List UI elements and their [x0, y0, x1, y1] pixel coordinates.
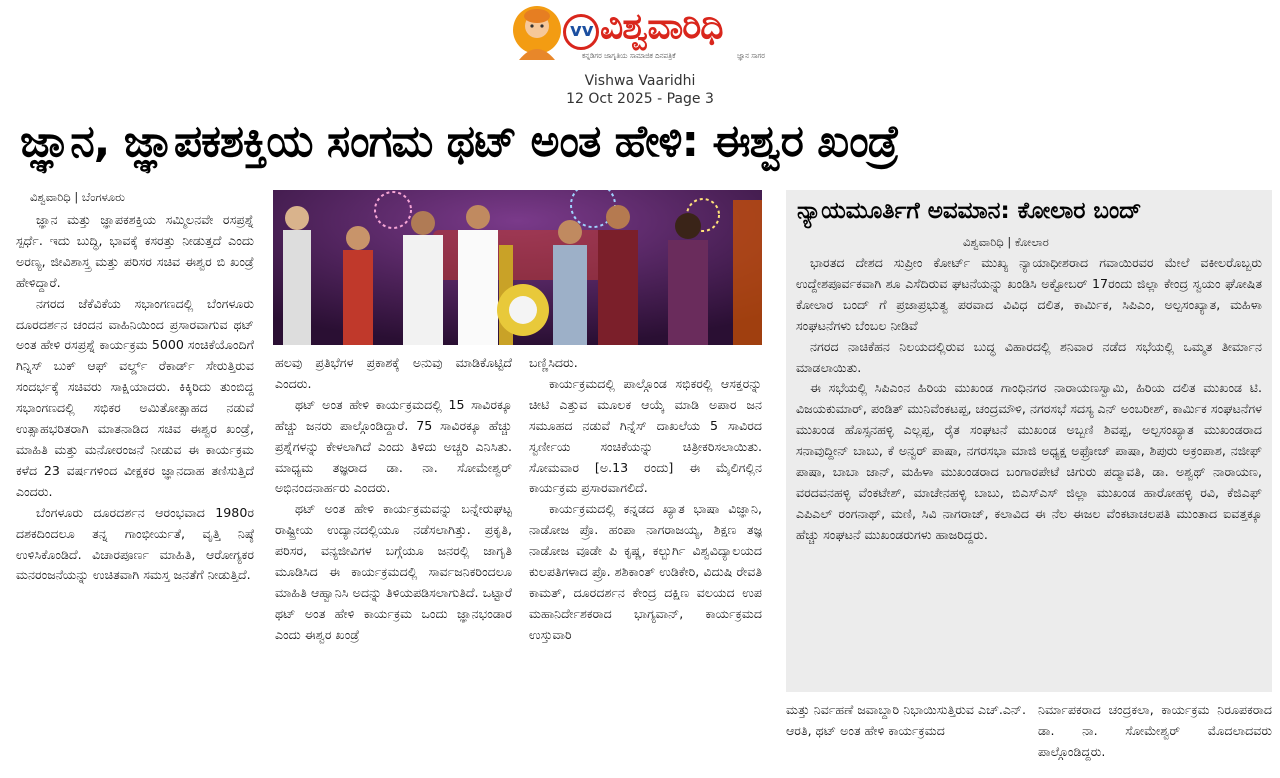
sidebar-body — [796, 253, 1262, 685]
main-headline: ಜ್ಞಾನ, ಜ್ಞಾಪಕಶಕ್ತಿಯ ಸಂಗಮ ಥಟ್ ಅಂತ ಹೇಳಿ: ಈಶ್ವರ ಖಂಡ್ರೆ — [20, 116, 899, 167]
article-paragraph: ಕಾರ್ಯಕ್ರಮದಲ್ಲಿ ಪಾಲ್ಗೊಂಡ ಸಭಿಕರಲ್ಲಿ ಆಸಕ್ತರನ್ನು ಚೀಟಿ ಎತ್ತುವ ಮೂಲಕ ಆಯ್ಕೆ ಮಾಡಿ ಅಪಾರ ಜನ ಸಮೂಹದ ನಡುವೆ ಗಿನ್ನೆಸ್ ದಾಖಲೆಯ 5 ಸಾವಿರದ ಸ್ವರ್ಣೀಯ ಸಂಚಿಕೆಯನ್ನು ಚಿತ್ರೀಕರಿಸಲಾಯಿತು. ಸೋಮವಾರ [ಅ.13 ರಂದು] ಈ ಮೈಲಿಗಲ್ಲಿನ ಕಾರ್ಯಕ್ರಮ ಪ್ರಸಾರವಾಗಲಿದೆ. — [529, 375, 762, 496]
article-paragraph: ನಗರದ ಜೆಕೆವಿಕೆಯ ಸಭಾಂಗಣದಲ್ಲಿ ಬೆಂಗಳೂರು ದೂರದರ್ಶನ ಚಂದನ ವಾಹಿನಿಯಿಂದ ಪ್ರಸಾರವಾಗುವ ಥಟ್ ಅಂತ ಹೇಳಿ ರಸಪ್ರಶ್ನೆ ಕಾರ್ಯಕ್ರಮ 5000 ಸಂಚಿಕೆಯೊಂದಿಗೆ ಗಿನ್ನಿಸ್ ಬುಕ್ ಆಫ್ ವರ್ಲ್ಡ್ ರೆಕಾರ್ಡ್ ಸೇರುತ್ತಿರುವ ಸಂದರ್ಭಕ್ಕೆ ಸಚಿವರು ಸಾಕ್ಷಿಯಾದರು. ಕಿಕ್ಕಿರಿದು ತುಂಬಿದ್ದ ಸಭಾಂಗಣದಲ್ಲಿ ಸಭಿಕರ ಅಮಿತೋತ್ಸಾಹದ ನಡುವೆ ಉತ್ಸಾಹಭರಿತರಾಗಿ ಮಾತನಾಡಿದ ಸಚಿವ ಈಶ್ವರ ಖಂಡ್ರೆ, ಮಾಹಿತಿ ಮತ್ತು ಮನೋರಂಜನೆ ನೀಡುವ ಈ ಕಾರ್ಯಕ್ರಮ ಕಳೆದ 23 ವರ್ಷಗಳಿಂದ ವೀಕ್ಷಕರ ಜ್ಞಾನದಾಹ ತಣಿಸುತ್ತಿದೆ ಎಂದರು. — [16, 295, 254, 499]
main-byline: ವಿಶ್ವವಾರಿಧಿ | ಬೆಂಗಳೂರು — [30, 190, 125, 204]
sidebar-paragraph: ಭಾರತದ ದೇಶದ ಸುಪ್ರೀಂ ಕೋರ್ಟ್ ಮುಖ್ಯ ನ್ಯಾಯಾಧೀಶರಾದ ಗವಾಯಿರವರ ಮೇಲೆ ವಕೀಲರೊಬ್ಬರು ಉದ್ದೇಶಪೂರ್ವಕವಾಗಿ ಶೂ ಎಸೆದಿರುವ ಘಟನೆಯನ್ನು ಖಂಡಿಸಿ ಅಕ್ಟೋಬರ್ 17ರಂದು ಜಿಲ್ಲಾ ಕೇಂದ್ರ ಸ್ವಯಂ ಘೋಷಿತ ಕೋಲಾರ ಬಂದ್ ಗೆ ಪ್ರಜಾಪ್ರಭುತ್ವ ಪರವಾದ ವಿವಿಧ ದಲಿತ, ಕಾರ್ಮಿಕ, ಸಿಪಿಎಂ, ಅಲ್ಪಸಂಖ್ಯಾತ, ಮಹಿಳಾ ಸಂಘಟನೆಗಳು ಬೆಂಬಲ ನೀಡಿವೆ — [796, 255, 1262, 333]
article-column-5 — [1038, 700, 1272, 770]
sidebar-paragraph: ನಗರದ ನಾಚಿಕೆಹನ ನಿಲಯದಲ್ಲಿರುವ ಬುದ್ಧ ವಿಹಾರದಲ್ಲಿ ಶನಿವಾರ ನಡೆದ ಸಭೆಯಲ್ಲಿ ಒಮ್ಮತ ತೀರ್ಮಾನ ಮಾಡಲಾಯಿತು. — [796, 338, 1262, 375]
event-photo-image — [273, 190, 762, 345]
logo-mark: vv — [570, 20, 594, 41]
publication-date-page: 12 Oct 2025 - Page 3 — [566, 91, 714, 107]
logo-tagline: ಕನ್ನಡಿಗರ ಜಾಗೃತಿಯ ಸಾಮಾಜಿಕ ದಿನಪತ್ರಿಕೆ — [582, 52, 676, 60]
article-paragraph: ಜ್ಞಾನ ಮತ್ತು ಜ್ಞಾಪಕಶಕ್ತಿಯ ಸಮ್ಮಿಲನವೇ ರಸಪ್ರಶ್ನೆ ಸ್ಪರ್ಧೆ. ಇದು ಬುದ್ಧಿ, ಭಾವಕ್ಕೆ ಕಸರತ್ತು ನೀಡುತ್ತದೆ ಎಂದು ಅರಣ್ಯ, ಜೀವಿಶಾಸ್ತ್ರ ಮತ್ತು ಪರಿಸರ ಸಚಿವ ಈಶ್ವರ ಬಿ ಖಂಡ್ರೆ ಹೇಳಿದ್ದಾರೆ. — [16, 212, 254, 290]
sidebar-story — [786, 190, 1272, 692]
article-paragraph: ಕಾರ್ಯಕ್ರಮದಲ್ಲಿ ಕನ್ನಡದ ಖ್ಯಾತ ಭಾಷಾ ವಿಜ್ಞಾನಿ, ನಾಡೋಜ ಪ್ರೊ. ಹಂಪಾ ನಾಗರಾಜಯ್ಯ, ಶಿಕ್ಷಣ ತಜ್ಞ ನಾಡೋಜ ವೂಡೇ ಪಿ ಕೃಷ್ಣ, ಕಲ್ಬುರ್ಗಿ ವಿಶ್ವವಿದ್ಯಾಲಯದ ಕುಲಪತಿಗಳಾದ ಪ್ರೊ. ಶಶಿಕಾಂತ್ ಉಡಿಕೇರಿ, ವಿದುಷಿ ರೇವತಿ ಕಾಮತ್, ದೂರದರ್ಶನ ಕೇಂದ್ರ ದಕ್ಷಿಣ ವಲಯದ ಉಪ ಮಹಾನಿರ್ದೇಶಕರಾದ ಭಾಗ್ಯವಾನ್, ಕಾರ್ಯಕ್ರಮದ ಉಸ್ತುವಾರಿ — [529, 501, 762, 642]
sidebar-headline: ನ್ಯಾಯಮೂರ್ತಿಗೆ ಅವಮಾನ: ಕೋಲಾರ ಬಂದ್ — [797, 198, 1142, 224]
article-paragraph: ಬೆಂಗಳೂರು ದೂರದರ್ಶನ ಆರಂಭವಾದ 1980ರ ದಶಕದಿಂದಲೂ ತನ್ನ ಗಾಂಭೀರ್ಯತೆ, ವೃತ್ತಿ ನಿಷ್ಠೆ ಉಳಿಸಿಕೊಂಡಿದೆ. ವಿಚಾರಪೂರ್ಣ ಮಾಹಿತಿ, ಆರೋಗ್ಯಕರ ಮನರಂಜನೆಯನ್ನು ಉಚಿತವಾಗಿ ಸಮಸ್ತ ಜನತೆಗೆ ನೀಡುತ್ತಿದೆ. — [16, 504, 254, 583]
article-column-2 — [275, 353, 512, 771]
logo-badge — [563, 14, 599, 50]
article-paragraph: ನಿರ್ಮಾಪಕರಾದ ಚಂದ್ರಕಲಾ, ಕಾರ್ಯಕ್ರಮ ನಿರೂಪಕರಾದ ಡಾ. ನಾ. ಸೋಮೇಶ್ವರ್ ಮೊದಲಾದವರು ಪಾಲ್ಗೊಂಡಿದ್ದರು. — [1038, 702, 1272, 759]
logo-tagline-right: ಜ್ಞಾನ ಸಾಗರ — [737, 52, 765, 60]
article-paragraph: ಥಟ್ ಅಂತ ಹೇಳಿ ಕಾರ್ಯಕ್ರಮದಲ್ಲಿ 15 ಸಾವಿರಕ್ಕೂ ಹೆಚ್ಚು ಜನರು ಪಾಲ್ಗೊಂಡಿದ್ದಾರೆ. 75 ಸಾವಿರಕ್ಕೂ ಹೆಚ್ಚು ಪ್ರಶ್ನೆಗಳನ್ನು ಕೇಳಲಾಗಿದೆ ಎಂದು ತಿಳಿದು ಅಚ್ಚರಿ ಎನಿಸಿತು. ಮಾಧ್ಯಮ ತಜ್ಞರಾದ ಡಾ. ನಾ. ಸೋಮೇಶ್ವರ್ ಅಭಿನಂದನಾರ್ಹರು ಎಂದರು. — [275, 396, 512, 496]
article-column-1 — [16, 210, 254, 770]
article-column-3 — [529, 353, 762, 771]
sidebar-byline: ವಿಶ್ವವಾರಿಧಿ | ಕೋಲಾರ — [963, 235, 1049, 249]
article-paragraph: ಬಣ್ಣಿಸಿದರು. — [529, 355, 578, 370]
article-paragraph: ಹಲವು ಪ್ರತಿಭೆಗಳ ಪ್ರಕಾಶಕ್ಕೆ ಅನುವು ಮಾಡಿಕೊಟ್ಟಿದೆ ಎಂದರು. — [275, 355, 512, 391]
article-column-4 — [786, 700, 1026, 770]
mascot-logo-icon — [511, 4, 563, 60]
masthead — [0, 0, 1280, 70]
newspaper-logo-text: ವಿಶ್ವವಾರಿಧಿ — [600, 6, 723, 47]
article-paragraph: ಥಟ್ ಅಂತ ಹೇಳಿ ಕಾರ್ಯಕ್ರಮವನ್ನು ಬನ್ನೇರುಘಟ್ಟ ರಾಷ್ಟ್ರೀಯ ಉದ್ಯಾನದಲ್ಲಿಯೂ ನಡೆಸಲಾಗಿತ್ತು. ಪ್ರಕೃತಿ, ಪರಿಸರ, ವನ್ಯಜೀವಿಗಳ ಬಗ್ಗೆಯೂ ಜನರಲ್ಲಿ ಜಾಗೃತಿ ಮೂಡಿಸಿದ ಈ ಕಾರ್ಯಕ್ರಮದಲ್ಲಿ ಸಾರ್ವಜನಿಕರಿಂದಲೂ ಮಾಹಿತಿ ಆಹ್ವಾನಿಸಿ ಅದನ್ನು ತಿಳಿಯಪಡಿಸಲಾಗುತಿದೆ. ಒಟ್ಟಾರೆ ಥಟ್ ಅಂತ ಹೇಳಿ ಕಾರ್ಯಕ್ರಮ ಒಂದು ಜ್ಞಾನಭಂಡಾರ ಎಂದು ಈಶ್ವರ ಖಂಡ್ರೆ — [275, 501, 512, 642]
article-paragraph: ಮತ್ತು ನಿರ್ವಹಣೆ ಜವಾಬ್ದಾರಿ ನಿಭಾಯಿಸುತ್ತಿರುವ ಎಚ್.ಎನ್. ಆರತಿ, ಥಟ್ ಅಂತ ಹೇಳಿ ಕಾರ್ಯಕ್ರಮದ — [786, 702, 1026, 738]
event-photo — [273, 190, 762, 345]
sidebar-paragraph: ಈ ಸಭೆಯಲ್ಲಿ ಸಿಪಿಎಂನ ಹಿರಿಯ ಮುಖಂಡ ಗಾಂಧಿನಗರ ನಾರಾಯಣಸ್ವಾಮಿ, ಹಿರಿಯ ದಲಿತ ಮುಖಂಡ ಟಿ. ವಿಜಯಕುಮಾರ್, ಪಂಡಿತ್ ಮುನಿವೆಂಕಟಪ್ಪ, ಚಂದ್ರಮೌಳಿ, ನಗರಸಭೆ ಸದಸ್ಯ ಎನ್ ಅಂಬರೀಶ್, ಕಾರ್ಮಿಕ ಸಂಘಟನೆಗಳ ಮುಖಂಡ ಹೊಸ್ಸನಹಳ್ಳಿ ಎಲ್ಲಪ್ಪ, ರೈತ ಸಂಘಟನೆ ಮುಖಂಡ ಅಬ್ಬಣಿ ಶಿವಪ್ಪ, ಅಲ್ಪಸಂಖ್ಯಾತ ಮುಖಂಡರಾದ ಸನಾವುದ್ದೀನ್ ಬಾಬು, ಕೆ ಅನ್ವರ್ ಪಾಷಾ, ನಗರಸಭಾ ಮಾಜಿ ಅಧ್ಯಕ್ಷ ಅಫ್ರೋಜ್ ಪಾಷಾ, ಶಿಪುರು ಅಕ್ರಂಪಾಶ, ನಜೀಫ್ ಪಾಷಾ, ಬಾಬಾ ಜಾನ್, ಮಹಿಳಾ ಮುಖಂಡರಾದ ಬಂಗಾರಪೇಟೆ ಚಿಗುರು ಪದ್ಮಾವತಿ, ಡಾ. ಅಶ್ವಥ್ ನಾರಾಯಣ, ವರದವನಹಳ್ಳಿ ವೆಂಕಟೇಶ್, ಮಾಚೇನಹಳ್ಳಿ ಬಾಬು, ಬಿಎಸ್ಎಸ್ ಜಿಲ್ಲಾ ಮುಖಂಡ ಹಾರೋಹಳ್ಳಿ ರವಿ, ಕೆಜಿಎಫ್ ಎಪಿಎಲ್ ರಂಗನಾಥ್, ಮಣಿ, ಸಿವಿ ನಾಗರಾಜ್, ಕಲಾವಿದ ಈ ನೆಲ ಈಜಲ ವೆಂಕಟಾಚಲಪತಿ ಮುಂತಾದ ಐವತ್ತಕ್ಕೂ ಹೆಚ್ಚು ಸಂಘಟನೆ ಮುಖಂಡರುಗಳು ಹಾಜರಿದ್ದರು. — [796, 380, 1262, 542]
publication-name: Vishwa Vaaridhi — [584, 73, 696, 89]
